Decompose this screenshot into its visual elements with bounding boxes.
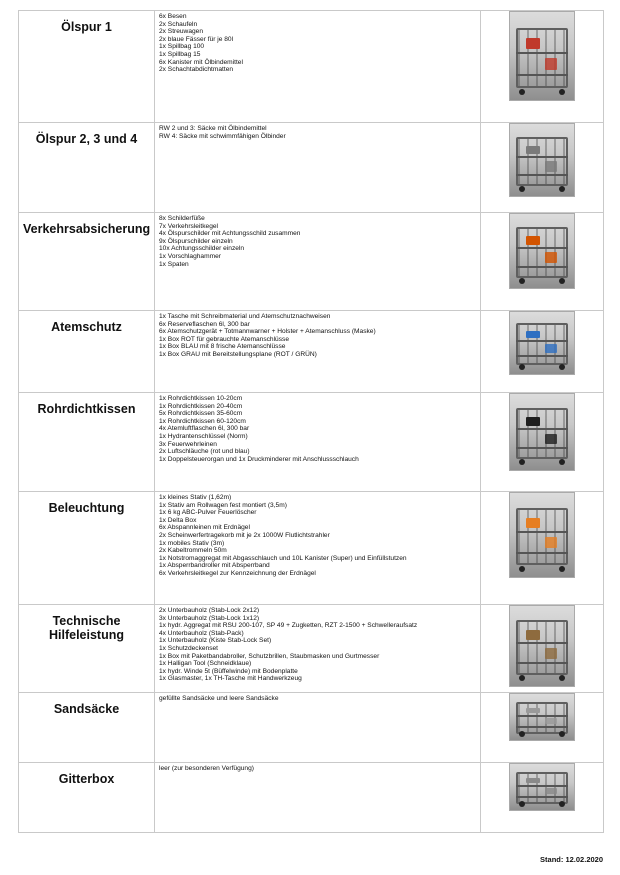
cart-photo-icon xyxy=(509,492,575,578)
equipment-item xyxy=(545,58,557,70)
list-item: 1x kleines Stativ (1,62m) xyxy=(159,494,232,501)
list-item: 8x Schilderfüße xyxy=(159,215,205,222)
equipment-item xyxy=(545,252,557,262)
list-item: 9x Ölspurschilder einzeln xyxy=(159,237,233,245)
category-cell xyxy=(19,492,155,605)
photo-cell xyxy=(481,763,604,833)
category-title: Technische Hilfeleistung xyxy=(48,614,124,642)
list-item: 2x Scheinwerfertragekorb mit je 2x 1000W Flutlichtstrahler xyxy=(159,531,330,539)
list-item: 4x Ölspurschilder mit Achtungsschild zusammen xyxy=(159,230,301,238)
wheel-icon xyxy=(559,459,565,465)
cart-shelf xyxy=(516,662,567,664)
list-item: 1x Spillbag 15 xyxy=(159,50,201,58)
item-list-cell xyxy=(155,311,481,393)
cart-photo-icon xyxy=(509,605,575,687)
category-title: Atemschutz xyxy=(51,320,122,334)
list-item: 1x Notstromaggregat mit Abgasschlauch und 10L Kanister (Super) und Einfüllstutzen xyxy=(159,554,407,562)
equipment-item xyxy=(526,146,540,155)
list-item: 1x Schutzdeckenset xyxy=(159,644,219,652)
section-row xyxy=(19,763,604,833)
cart-shelf xyxy=(516,340,567,342)
list-item: 1x Box mit Paketbandabroller, Schutzbrillen, Staubmasken und Gurtmesser xyxy=(159,652,380,660)
equipment-item xyxy=(526,630,540,640)
list-item: 7x Verkehrsleitkegel xyxy=(159,222,219,230)
cart-frame xyxy=(516,323,567,365)
equipment-item xyxy=(545,161,557,171)
list-item: 1x hydr. Winde 5t (Büffelwinde) mit Bodenplatte xyxy=(159,667,298,675)
category-title: Ölspur 2, 3 und 4 xyxy=(35,132,138,146)
list-item: 1x Spillbag 100 xyxy=(159,43,205,51)
list-item: 1x Rohrdichtkissen 20-40cm xyxy=(159,402,243,410)
item-list xyxy=(155,123,480,140)
wheel-icon xyxy=(519,89,525,95)
category-title: Beleuchtung xyxy=(48,501,125,515)
list-item: 2x Schaufeln xyxy=(159,20,198,28)
cart-frame xyxy=(516,508,567,565)
equipment-item xyxy=(545,344,557,353)
section-row xyxy=(19,492,604,605)
item-list-cell xyxy=(155,763,481,833)
cart-photo-icon xyxy=(509,311,575,375)
cart-photo-icon xyxy=(509,393,575,471)
item-list xyxy=(155,693,480,703)
list-item: 2x Luftschläuche (rot und blau) xyxy=(159,448,250,456)
list-item: 1x Spaten xyxy=(159,260,189,268)
equipment-table xyxy=(18,10,604,833)
cart-shelf xyxy=(516,355,567,357)
date-stamp: Stand: 12.02.2020 xyxy=(540,855,603,864)
list-item: 1x Tasche mit Schreibmaterial und Atemschutznachweisen xyxy=(159,313,331,320)
photo-cell xyxy=(481,311,604,393)
section-row xyxy=(19,213,604,311)
section-row xyxy=(19,393,604,492)
wheel-icon xyxy=(519,186,525,192)
wheel-icon xyxy=(519,278,525,284)
list-item: 1x Halligan Tool (Schneidklaue) xyxy=(159,660,252,668)
item-list-cell xyxy=(155,393,481,492)
equipment-item xyxy=(545,648,557,659)
list-item: RW 2 und 3: Säcke mit Ölbindemittel xyxy=(159,125,267,132)
list-item: 2x Kabeltrommeln 50m xyxy=(159,547,227,555)
section-row xyxy=(19,11,604,123)
section-row xyxy=(19,693,604,763)
category-cell xyxy=(19,693,155,763)
photo-cell xyxy=(481,393,604,492)
photo-cell xyxy=(481,213,604,311)
category-cell xyxy=(19,763,155,833)
category-cell xyxy=(19,393,155,492)
wheel-icon xyxy=(559,566,565,572)
list-item: 1x Rohrdichtkissen 10-20cm xyxy=(159,395,243,402)
cart-frame xyxy=(516,772,567,803)
cart-shelf xyxy=(516,156,567,158)
list-item: 2x Streuwagen xyxy=(159,28,203,36)
equipment-item xyxy=(526,778,540,784)
cart-shelf xyxy=(516,796,567,798)
cart-photo-icon xyxy=(509,123,575,197)
list-item: 1x Delta Box xyxy=(159,516,197,524)
category-cell xyxy=(19,123,155,213)
item-list xyxy=(155,605,480,683)
category-title: Gitterbox xyxy=(58,772,115,786)
wheel-icon xyxy=(559,186,565,192)
list-item: 4x Atemluftflaschen 6l, 300 bar xyxy=(159,425,250,433)
list-item: 4x Unterbauholz (Stab-Pack) xyxy=(159,629,244,637)
item-list-cell xyxy=(155,492,481,605)
item-list xyxy=(155,492,480,578)
item-list xyxy=(155,393,480,463)
photo-cell xyxy=(481,11,604,123)
equipment-item xyxy=(545,718,557,724)
list-item: gefüllte Sandsäcke und leere Sandsäcke xyxy=(159,695,279,702)
cart-frame xyxy=(516,620,567,674)
list-item: 1x Hydrantenschlüssel (Norm) xyxy=(159,432,248,440)
wheel-icon xyxy=(559,801,565,807)
cart-shelf xyxy=(516,531,567,533)
list-item: 3x Unterbauholz (Stab-Lock 1x12) xyxy=(159,614,260,622)
wheel-icon xyxy=(559,278,565,284)
section-row xyxy=(19,123,604,213)
item-list-cell xyxy=(155,693,481,763)
list-item: 1x Stativ am Rollwagen fest montiert (3,5m) xyxy=(159,501,287,509)
list-item: 1x 6 kg ABC-Pulver Feuerlöscher xyxy=(159,509,257,517)
item-list xyxy=(155,763,480,773)
cart-shelf xyxy=(516,715,567,717)
section-row xyxy=(19,605,604,693)
list-item: 2x blaue Fässer für je 80l xyxy=(159,35,234,43)
category-title: Sandsäcke xyxy=(53,702,120,716)
wheel-icon xyxy=(519,364,525,370)
equipment-item xyxy=(526,708,540,714)
list-item: RW 4: Säcke mit schwimmfähigen Ölbinder xyxy=(159,132,286,140)
list-item: 1x Glasmaster, 1x TH-Tasche mit Handwerkzeug xyxy=(159,675,302,683)
list-item: leer (zur besonderen Verfügung) xyxy=(159,765,254,772)
cart-photo-icon xyxy=(509,213,575,289)
category-cell xyxy=(19,311,155,393)
cart-photo-icon xyxy=(509,763,575,811)
list-item: 1x hydr. Aggregat mit RSU 200-107, SP 49 + Zugketten, RZT 2-1500 + Schwelleraufsatz xyxy=(159,622,418,630)
cart-frame xyxy=(516,28,567,88)
cart-shelf xyxy=(516,785,567,787)
list-item: 5x Rohrdichtkissen 35-60cm xyxy=(159,410,243,418)
photo-cell xyxy=(481,605,604,693)
list-item: 2x Schachtabdichtmatten xyxy=(159,66,234,74)
section-row xyxy=(19,311,604,393)
wheel-icon xyxy=(519,801,525,807)
wheel-icon xyxy=(559,89,565,95)
equipment-item xyxy=(545,788,557,794)
item-list-cell xyxy=(155,605,481,693)
category-title: Verkehrsabsicherung xyxy=(23,222,151,236)
wheel-icon xyxy=(559,675,565,681)
category-cell xyxy=(19,213,155,311)
category-title: Rohrdichtkissen xyxy=(37,402,136,416)
wheel-icon xyxy=(519,731,525,737)
list-item: 6x Reserveflaschen 6l, 300 bar xyxy=(159,320,250,328)
list-item: 6x Verkehrsleitkegel zur Kennzeichnung der Erdnägel xyxy=(159,569,316,577)
list-item: 2x Unterbauholz (Stab-Lock 2x12) xyxy=(159,607,260,614)
list-item: 1x mobiles Stativ (3m) xyxy=(159,539,225,547)
list-item: 6x Besen xyxy=(159,13,187,20)
list-item: 6x Kanister mit Ölbindemittel xyxy=(159,58,243,66)
equipment-item xyxy=(526,417,540,426)
item-list-cell xyxy=(155,11,481,123)
cart-frame xyxy=(516,227,567,277)
category-title: Ölspur 1 xyxy=(61,20,112,34)
list-item: 1x Rohrdichtkissen 60-120cm xyxy=(159,417,246,425)
wheel-icon xyxy=(519,566,525,572)
list-item: 3x Feuerwehrleinen xyxy=(159,440,217,448)
equipment-item xyxy=(526,518,540,528)
item-list-cell xyxy=(155,123,481,213)
cart-shelf xyxy=(516,552,567,554)
category-cell xyxy=(19,11,155,123)
list-item: 1x Absperrbandroller mit Absperrband xyxy=(159,562,270,570)
list-item: 1x Vorschlaghammer xyxy=(159,252,221,260)
list-item: 1x Box BLAU mit 8 frische Atemanschlüsse xyxy=(159,343,286,351)
cart-frame xyxy=(516,137,567,186)
cart-frame xyxy=(516,702,567,733)
cart-shelf xyxy=(516,74,567,76)
list-item: 6x Abspannleinen mit Erdnägel xyxy=(159,524,250,532)
equipment-item xyxy=(545,537,557,549)
equipment-item xyxy=(526,331,540,338)
wheel-icon xyxy=(559,364,565,370)
cart-shelf xyxy=(516,447,567,449)
wheel-icon xyxy=(519,459,525,465)
cart-shelf xyxy=(516,726,567,728)
item-list xyxy=(155,11,480,74)
list-item: 1x Doppelsteuerorgan und 1x Druckminderer mit Anschlussschlauch xyxy=(159,455,359,463)
photo-cell xyxy=(481,693,604,763)
category-cell xyxy=(19,605,155,693)
equipment-item xyxy=(526,236,540,245)
cart-photo-icon xyxy=(509,11,575,101)
item-list xyxy=(155,213,480,268)
cart-frame xyxy=(516,408,567,460)
list-item: 1x Box ROT für gebrauchte Atemanschlüsse xyxy=(159,335,289,343)
cart-shelf xyxy=(516,52,567,54)
cart-shelf xyxy=(516,247,567,249)
photo-cell xyxy=(481,492,604,605)
list-item: 1x Box GRAU mit Bereitstellungsplane (ROT / GRÜN) xyxy=(159,350,317,358)
cart-shelf xyxy=(516,428,567,430)
item-list xyxy=(155,311,480,359)
equipment-item xyxy=(526,38,540,49)
wheel-icon xyxy=(519,675,525,681)
cart-shelf xyxy=(516,266,567,268)
equipment-item xyxy=(545,434,557,445)
list-item: 10x Achtungsschilder einzeln xyxy=(159,245,245,253)
cart-shelf xyxy=(516,174,567,176)
cart-photo-icon xyxy=(509,693,575,741)
list-item: 1x Unterbauholz (Kiste Stab-Lock Set) xyxy=(159,637,272,645)
photo-cell xyxy=(481,123,604,213)
list-item: 6x Atemschutzgerät + Totmannwarner + Holster + Atemanschluss (Maske) xyxy=(159,328,376,336)
cart-shelf xyxy=(516,642,567,644)
item-list-cell xyxy=(155,213,481,311)
wheel-icon xyxy=(559,731,565,737)
